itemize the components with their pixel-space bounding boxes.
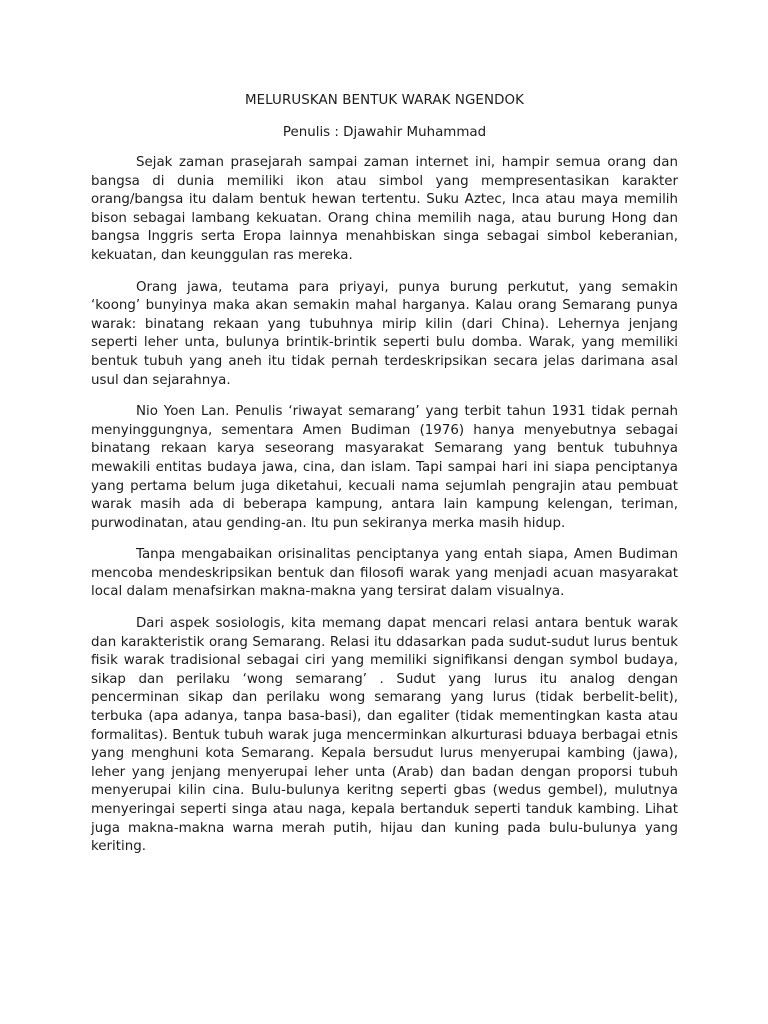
document-title: MELURUSKAN BENTUK WARAK NGENDOK <box>244 93 525 108</box>
paragraph-2: Orang jawa, teutama para priyayi, punya burung perkutut, yang semakin ‘koong’ bunyinya maka akan semakin mahal harganya. Kalau orang Semarang punya warak: binatang rekaan yang tubuhnya mirip kilin (dari China). Lehernya jenjang seperti leher unta, bulunya brintik-brintik seperti bulu domba. Warak, yang memiliki bentuk tubuh yang aneh itu tidak pernah terdeskripsikan secara jelas darimana asal usul dan sejarahnya. <box>91 279 678 388</box>
paragraph-1: Sejak zaman prasejarah sampai zaman internet ini, hampir semua orang dan bangsa di dunia memiliki ikon atau simbol yang mempresentasikan karakter orang/bangsa itu dalam bentuk hewan tertentu. Suku Aztec, Inca atau maya memilih bison sebagai lambang kekuatan. Orang china memilih naga, atau burung Hong dan bangsa Inggris serta Eropa lainnya menahbiskan singa sebagai simbol keberanian, kekuatan, dan keunggulan ras mereka. <box>91 155 678 263</box>
paragraph-4: Tanpa mengabaikan orisinalitas penciptanya yang entah siapa, Amen Budiman mencoba mendeskripsikan bentuk dan filosofi warak yang menjadi acuan masyarakat local dalam menafsirkan makna-makna yang tersirat dalam visualnya. <box>91 547 678 600</box>
paragraph-3: Nio Yoen Lan. Penulis ‘riwayat semarang’ yang terbit tahun 1931 tidak pernah menyinggungnya, sementara Amen Budiman (1976) hanya menyebutnya sebagai binatang rekaan karya seseorang masyarakat Semarang yang bentuk tubuhnya mewakili entitas budaya jawa, cina, dan islam. Tapi sampai hari ini siapa penciptanya yang pertama belum juga diketahui, kecuali nama sejumlah pengrajin atau pembuat warak masih ada di beberapa kampung, antara lain kampung kelengan, teriman, purwodinatan, atau gending-an. Itu pun sekiranya merka masih hidup. <box>91 404 678 531</box>
paragraph-5: Dari aspek sosiologis, kita memang dapat mencari relasi antara bentuk warak dan karakteristik orang Semarang. Relasi itu ddasarkan pada sudut-sudut lurus bentuk fisik warak tradisional sebagai ciri yang memiliki signifikansi dengan symbol budaya, sikap dan perilaku ‘wong semarang’ . Sudut yang lurus itu analog dengan pencerminan sikap dan perilaku wong semarang yang lurus (tidak berbelit-belit), terbuka (apa adanya, tanpa basa-basi), dan egaliter (tidak mementingkan kasta atau formalitas). Bentuk tubuh warak juga mencerminkan alkurturasi bduaya berbagai etnis yang menghuni kota Semarang. Kepala bersudut lurus menyerupai kambing (jawa), leher yang jenjang menyerupai leher unta (Arab) dan badan dengan proporsi tubuh menyerupai kilin cina. Bulu-bulunya keritng seperti gbas (wedus gembel), mulutnya menyeringai seperti singa atau naga, kepala bertanduk seperti tanduk kambing. Lihat juga makna-makna warna merah putih, hijau dan kuning pada bulu-bulunya yang keriting. <box>91 616 678 855</box>
document-author: Penulis : Djawahir Muhammad <box>282 125 487 140</box>
document-page <box>91 92 678 870</box>
